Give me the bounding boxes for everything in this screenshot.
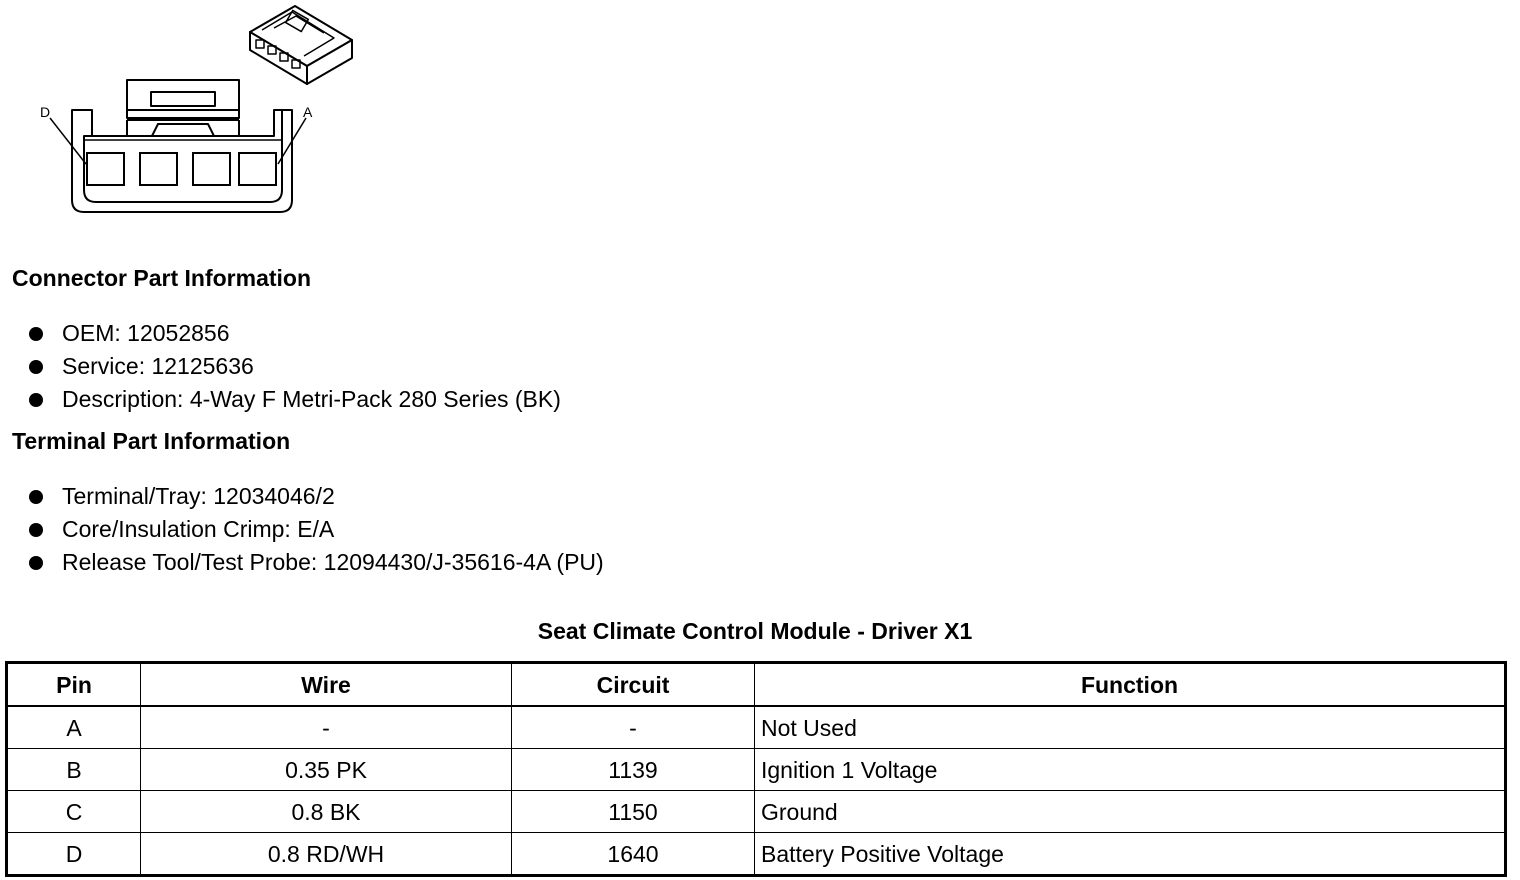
- list-item: Service: 12125636: [28, 350, 561, 383]
- table-row: [7, 791, 1506, 833]
- bullet-icon: [29, 393, 43, 407]
- table-row: [7, 749, 1506, 791]
- bullet-icon: [29, 327, 43, 341]
- cavity-b: [193, 153, 230, 185]
- cell-circuit: 1640: [512, 833, 755, 876]
- connector-part-heading: Connector Part Information: [12, 265, 312, 291]
- list-item: OEM: 12052856: [28, 317, 561, 350]
- cell-wire: 0.35 PK: [141, 749, 512, 791]
- header-pin: Pin: [7, 663, 141, 707]
- cell-circuit: 1150: [512, 791, 755, 833]
- cell-pin: D: [7, 833, 141, 876]
- cavity-c: [140, 153, 177, 185]
- cell-circuit: 1139: [512, 749, 755, 791]
- cavity-d: [87, 153, 124, 185]
- connector-cavities: [87, 153, 276, 185]
- cavity-a: [239, 153, 276, 185]
- list-item: Release Tool/Test Probe: 12094430/J-35616-4A (PU): [28, 546, 604, 579]
- table-header-row: [7, 663, 1506, 707]
- terminal-part-heading: Terminal Part Information: [12, 428, 291, 454]
- cell-wire: 0.8 RD/WH: [141, 833, 512, 876]
- pinout-table: [5, 661, 1507, 877]
- cell-pin: B: [7, 749, 141, 791]
- cell-function: Ignition 1 Voltage: [755, 749, 1506, 791]
- list-item: Terminal/Tray: 12034046/2: [28, 480, 604, 513]
- table-row: [7, 706, 1506, 749]
- cell-pin: C: [7, 791, 141, 833]
- cell-circuit: -: [512, 706, 755, 749]
- cell-function: Battery Positive Voltage: [755, 833, 1506, 876]
- bullet-icon: [29, 523, 43, 537]
- bullet-icon: [29, 490, 43, 504]
- header-function: Function: [755, 663, 1506, 707]
- connector-isometric-icon: [250, 6, 352, 84]
- pin-label-d: D: [40, 104, 51, 120]
- header-circuit: Circuit: [512, 663, 755, 707]
- cell-pin: A: [7, 706, 141, 749]
- cell-function: Ground: [755, 791, 1506, 833]
- table-title: Seat Climate Control Module - Driver X1: [537, 618, 973, 644]
- header-wire: Wire: [141, 663, 512, 707]
- list-item: Description: 4-Way F Metri-Pack 280 Series (BK): [28, 383, 561, 416]
- terminal-part-list: [28, 480, 604, 579]
- connector-face-drawing: [30, 0, 370, 225]
- cell-wire: 0.8 BK: [141, 791, 512, 833]
- bullet-icon: [29, 360, 43, 374]
- list-item: Core/Insulation Crimp: E/A: [28, 513, 604, 546]
- connector-face-outline: [72, 80, 292, 212]
- table-row: [7, 833, 1506, 876]
- bullet-icon: [29, 556, 43, 570]
- pin-label-a: A: [303, 104, 313, 120]
- cell-function: Not Used: [755, 706, 1506, 749]
- connector-part-list: [28, 317, 561, 416]
- cell-wire: -: [141, 706, 512, 749]
